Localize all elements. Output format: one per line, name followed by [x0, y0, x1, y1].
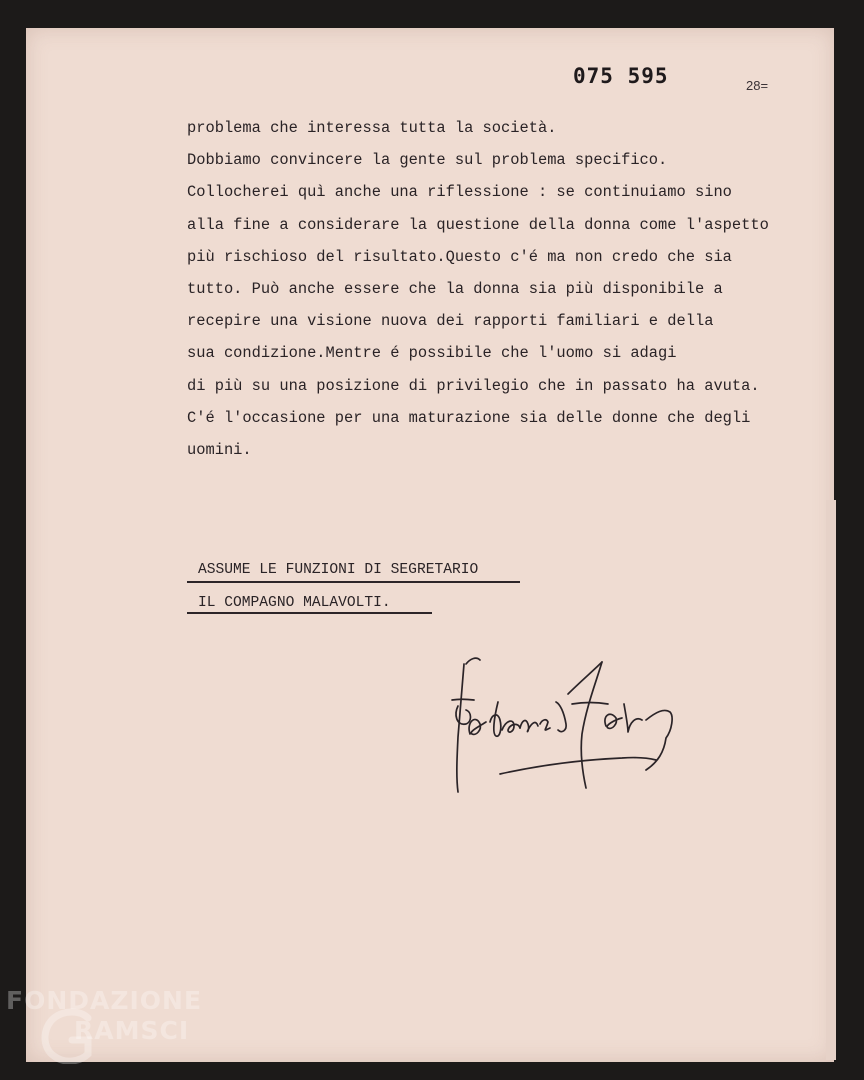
body-line: Dobbiamo convincere la gente sul problema specifico.	[187, 151, 668, 170]
notice-line-2: IL COMPAGNO MALAVOLTI.	[198, 595, 391, 611]
body-line: Collocherei quì anche una riflessione : se continuiamo sino	[187, 183, 732, 202]
typed-body-text	[187, 115, 827, 469]
body-line: C'é l'occasione per una maturazione sia delle donne che degli	[187, 408, 751, 427]
body-line: sua condizione.Mentre é possibile che l'uomo si adagi	[187, 344, 677, 363]
notice-underline-1	[187, 581, 520, 583]
fondazione-gramsci-watermark	[6, 986, 246, 1066]
notice-line-1: ASSUME LE FUNZIONI DI SEGRETARIO	[198, 562, 479, 578]
page-marker: 28=	[746, 78, 769, 93]
notice-underline-2	[187, 612, 432, 614]
body-line: problema che interessa tutta la società.	[187, 119, 557, 137]
document-number: 075 595	[573, 64, 669, 88]
body-line: uomini.	[187, 440, 252, 459]
body-line: di più su una posizione di privilegio che in passato ha avuta.	[187, 376, 760, 395]
body-line: più rischioso del risultato.Questo c'é ma non credo che sia	[187, 247, 732, 266]
body-line: tutto. Può anche essere che la donna sia più disponibile a	[187, 279, 723, 298]
handwritten-signature	[446, 642, 696, 802]
body-line: recepire una visione nuova dei rapporti familiari e della	[187, 312, 714, 331]
page-torn-edge	[826, 500, 836, 1060]
watermark-line-2: RAMSCI	[74, 1016, 190, 1045]
watermark-line-1: FONDAZIONE	[6, 986, 203, 1015]
body-line: alla fine a considerare la questione della donna come l'aspetto	[187, 215, 769, 234]
